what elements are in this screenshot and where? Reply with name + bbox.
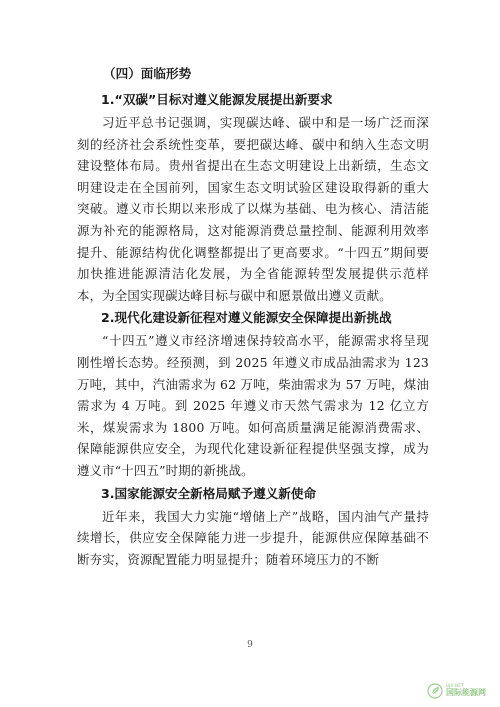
subsection-1-heading: 1.“双碳”目标对遵义能源发展提出新要求 [101,92,333,107]
subsection-3-heading: 3.国家能源安全新格局赋予遵义新使命 [101,485,317,501]
section-heading: （四）面临形势 [103,66,192,81]
page-number: 9 [247,640,253,650]
watermark [427,683,486,699]
subsection-1-paragraph: 习近平总书记强调，实现碳达峰、碳中和是一场广泛而深刻的经济社会系统性变革，要把碳达峰、碳中和纳入生态文明建设整体布局。贵州省提出在生态文明建设上出新绩，生态文明建设走在全国前列，国家生态文明试验区建设取得新的重大突破。遵义市长期以来形成了以煤为基础、电为核心、清洁能源为补充的能源格局，这对能源消费总量控制、能源利用效率提升、能源结构优化调整都提出了更高要求。“十四五”期间要加快推进能源清洁化发展，为全省能源转型发展提供示范样本，为全国实现碳达峰目标与碳中和愿景做出遵义贡献。 [77,115,429,303]
energy-logo-icon [427,683,443,699]
subsection-2-heading: 2.现代化建设新征程对遵义能源安全保障提出新挑战 [101,310,392,326]
watermark-top-text: BJX.NET [446,683,464,689]
page-content [77,64,429,572]
subsection-3-paragraph: 近年来，我国大力实施“增储上产”战略，国内油气产量持续增长，供应安全保障能力进一步提升，能源供应保障基础不断夯实，资源配置能力明显提升；随着环境压力的不断 [77,508,429,567]
watermark-text [446,685,486,698]
subsection-2-paragraph: “十四五”遵义市经济增速保持较高水平，能源需求将呈现刚性增长态势。经预测，到 2025 年遵义市成品油需求为 123 万吨，其中，汽油需求为 62 万吨，柴油需求为 57 万吨，煤油需求为 4 万吨。到 2025 年遵义市天然气需求为 12 亿立方米，煤炭需求为 1800 万吨。如何高质量满足能源消费需求、保障能源供应安全，为现代化建设新征程提供坚强支撑，成为遵义市“十四五”时期的新挑战。 [77,333,429,478]
watermark-main-text: 国际能源网 [446,688,486,698]
